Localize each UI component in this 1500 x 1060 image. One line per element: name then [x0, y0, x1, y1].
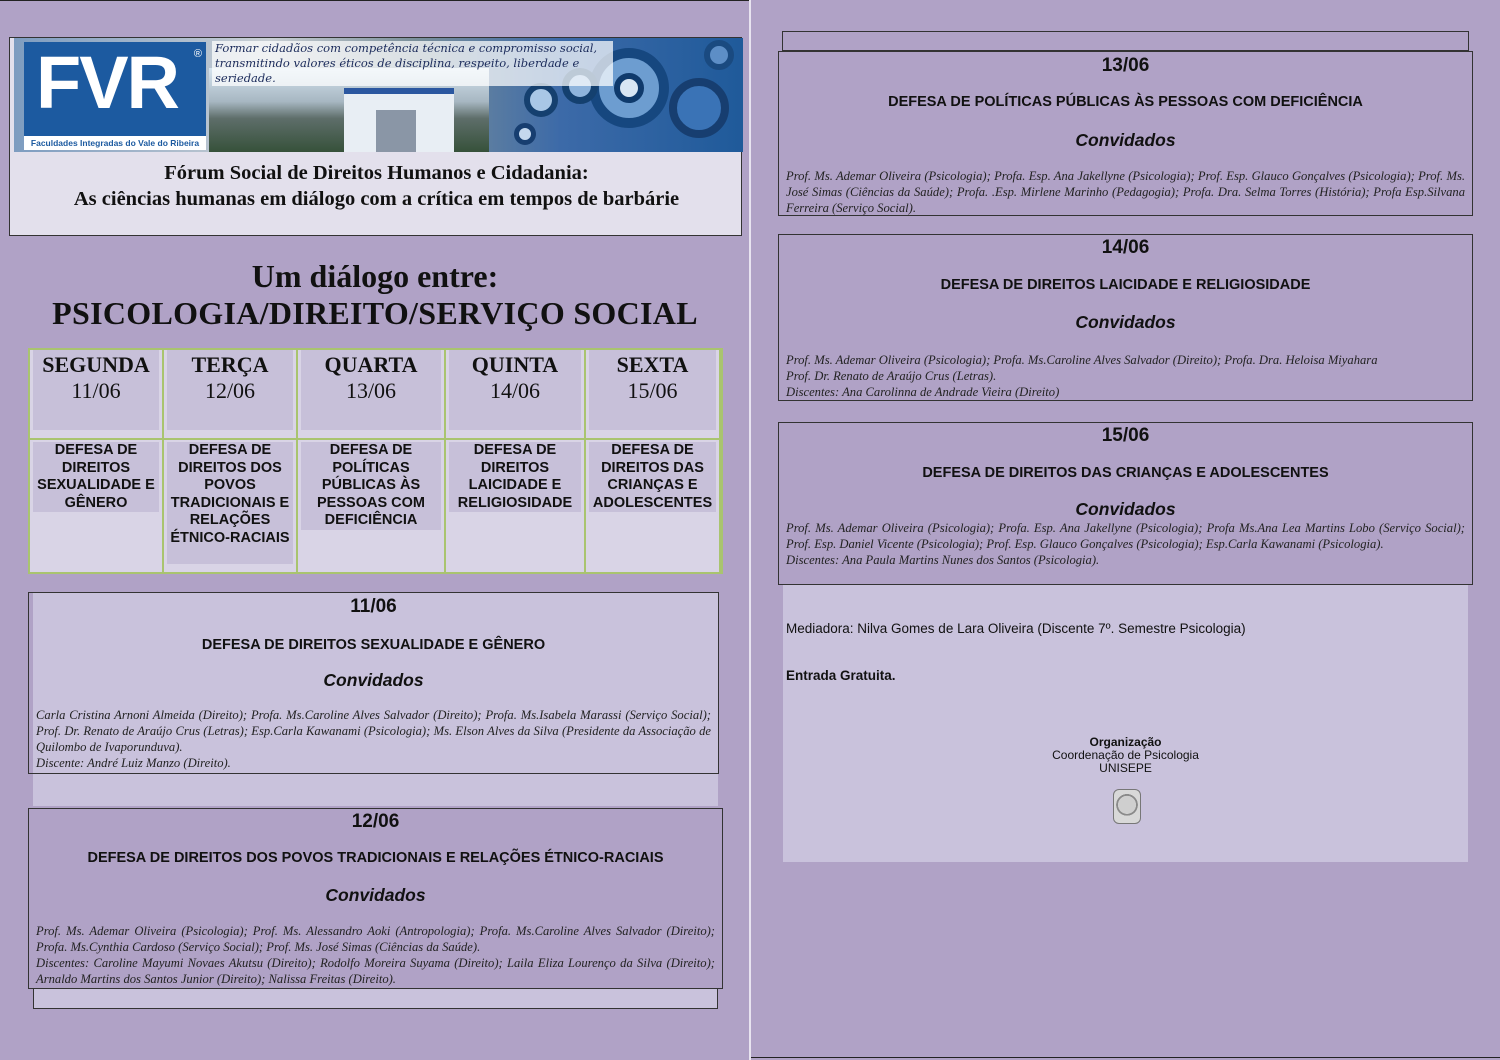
- event-box-tail: [33, 989, 718, 1009]
- campus-entrance: [376, 110, 416, 152]
- schedule-column-friday: [586, 350, 721, 572]
- slogan-line-1: Formar cidadãos com competência técnica e compromisso social,: [215, 41, 598, 55]
- event-date: 13/06: [1101, 55, 1150, 76]
- table-row-divider: [30, 438, 721, 440]
- bottom-rule: [751, 1057, 1500, 1058]
- logo-subtitle: Faculdades Integradas do Vale do Ribeira: [24, 136, 206, 150]
- day-header: [33, 350, 159, 430]
- students-text: Discentes: Ana Paula Martins Nunes dos Santos (Psicologia).: [786, 553, 1100, 567]
- schedule-column-monday: [30, 350, 164, 572]
- guests-text: Prof. Ms. Ademar Oliveira (Psicologia); Profa. Esp. Ana Jakellyne (Psicologia); Prof. Esp. Glauco Gonçalves (Psicologia); Prof. Ms. José Simas (Ciências da Saúde); Profa. .Esp. Mirlene Marinho (Pedagogia); Profa. Dra. Selma Torres (História); Profa Esp.Silvana Ferreira (Serviço Social).: [786, 169, 1465, 215]
- students-text: Discentes: Caroline Mayumi Novaes Akutsu (Direito); Rodolfo Moreira Suyama (Direito); Laila Eliza Lourenço da Silva (Direito); Arnaldo Martins dos Santos Junior (Direito); Nalissa Freitas (Direito).: [36, 956, 715, 986]
- header-box: [9, 37, 742, 236]
- event-box-1206: [28, 808, 723, 989]
- event-guests-heading: Convidados: [323, 670, 424, 690]
- logo-text: FVR: [36, 41, 178, 124]
- event-title: DEFESA DE DIREITOS LAICIDADE E RELIGIOSIDADE: [940, 277, 1311, 293]
- top-rule: [0, 0, 750, 1]
- event-title: DEFESA DE POLÍTICAS PÚBLICAS ÀS PESSOAS COM DEFICIÊNCIA: [888, 94, 1363, 110]
- organization-label: Organização: [1089, 735, 1162, 749]
- main-title: [0, 258, 750, 332]
- event-box-1406: [778, 234, 1473, 401]
- event-guests-list: [36, 923, 715, 987]
- header-banner: [14, 38, 743, 152]
- organization-line-1: Coordenação de Psicologia: [1052, 748, 1199, 762]
- event-date: 14/06: [1101, 237, 1150, 258]
- forum-title: [10, 160, 743, 212]
- institution-slogan: [212, 41, 613, 86]
- organization-line-2: UNISEPE: [1099, 761, 1152, 775]
- main-title-line-1: Um diálogo entre:: [251, 258, 499, 294]
- event-guests-list: [36, 707, 711, 771]
- event-date: 11/06: [350, 596, 397, 617]
- day-topic: DEFESA DE DIREITOS LAICIDADE E RELIGIOSIDADE: [449, 442, 581, 512]
- unisepe-seal-icon: [1113, 789, 1141, 824]
- fvr-logo: [24, 42, 206, 150]
- forum-title-line-1: Fórum Social de Direitos Humanos e Cidadania:: [164, 162, 589, 184]
- schedule-column-wednesday: [298, 350, 446, 572]
- event-guests-heading: Convidados: [1075, 130, 1176, 150]
- day-date: 12/06: [204, 378, 256, 403]
- day-header: [301, 350, 441, 430]
- event-title: DEFESA DE DIREITOS SEXUALIDADE E GÊNERO: [201, 637, 546, 653]
- schedule-table: [28, 348, 723, 574]
- free-entry-text: Entrada Gratuita.: [786, 668, 896, 683]
- forum-title-line-2: As ciências humanas em diálogo com a crítica em tempos de barbárie: [73, 188, 680, 210]
- day-topic: DEFESA DE DIREITOS SEXUALIDADE E GÊNERO: [33, 442, 159, 512]
- registered-mark: ®: [193, 48, 202, 60]
- students-text: Discente: André Luiz Manzo (Direito).: [36, 756, 231, 770]
- day-topic: DEFESA DE DIREITOS DOS POVOS TRADICIONAIS E RELAÇÕES ÉTNICO-RACIAIS: [167, 442, 293, 564]
- day-date: 15/06: [627, 378, 678, 403]
- day-header: [167, 350, 293, 430]
- organization-block: [783, 736, 1468, 775]
- event-box-1506: [778, 422, 1473, 585]
- day-name: QUINTA: [471, 352, 559, 377]
- event-guests-list: [786, 168, 1465, 216]
- day-date: 11/06: [71, 378, 121, 403]
- guests-text-2: Prof. Dr. Renato de Araújo Crus (Letras).: [786, 369, 997, 383]
- day-header: [449, 350, 581, 430]
- event-guests-heading: Convidados: [1075, 312, 1176, 332]
- slogan-line-2: transmitindo valores éticos de disciplina, respeito, liberdade e seriedade.: [215, 56, 580, 85]
- event-date: 12/06: [351, 811, 400, 832]
- mediator-text: Mediadora: Nilva Gomes de Lara Oliveira (Discente 7º. Semestre Psicologia): [786, 621, 1246, 636]
- day-name: SEGUNDA: [42, 352, 150, 377]
- day-date: 14/06: [489, 378, 541, 403]
- event-guests-list: [786, 520, 1465, 568]
- event-box-1106: [28, 592, 719, 774]
- day-topic: DEFESA DE POLÍTICAS PÚBLICAS ÀS PESSOAS COM DEFICIÊNCIA: [301, 442, 441, 530]
- event-guests-list: [786, 352, 1465, 400]
- guests-text: Prof. Ms. Ademar Oliveira (Psicologia); Prof. Ms. Alessandro Aoki (Antropologia); Profa. Ms.Caroline Alves Salvador (Direito); Profa. Ms.Cynthia Cardoso (Serviço Social); Prof. Ms. José Simas (Ciências da Saúde).: [36, 924, 715, 954]
- main-title-line-2: PSICOLOGIA/DIREITO/SERVIÇO SOCIAL: [52, 295, 698, 331]
- guests-text: Prof. Ms. Ademar Oliveira (Psicologia); Profa. Ms.Caroline Alves Salvador (Direito); Profa. Dra. Heloisa Miyahara: [786, 353, 1378, 367]
- page-divider: [749, 0, 751, 1060]
- event-title: DEFESA DE DIREITOS DOS POVOS TRADICIONAIS E RELAÇÕES ÉTNICO-RACIAIS: [87, 850, 664, 866]
- students-text: Discentes: Ana Carolinna de Andrade Vieira (Direito): [786, 385, 1060, 399]
- guests-text: Carla Cristina Arnoni Almeida (Direito); Profa. Ms.Caroline Alves Salvador (Direito); Profa. Ms.Isabela Marassi (Serviço Social); Prof. Dr. Renato de Araújo Crus (Letras); Esp.Carla Kawanami (Psicologia); Ms. Elson Alves da Silva (Presidente da Associação de Quilombo de Ivaporunduva).: [36, 708, 711, 754]
- day-name: SEXTA: [616, 352, 689, 377]
- day-name: QUARTA: [324, 352, 418, 377]
- event-guests-heading: Convidados: [1075, 499, 1176, 519]
- event-title: DEFESA DE DIREITOS DAS CRIANÇAS E ADOLESCENTES: [922, 465, 1329, 481]
- event-date: 15/06: [1101, 425, 1150, 446]
- schedule-column-tuesday: [164, 350, 298, 572]
- day-header: [589, 350, 716, 430]
- schedule-column-thursday: [446, 350, 586, 572]
- guests-text: Prof. Ms. Ademar Oliveira (Psicologia); Profa. Esp. Ana Jakellyne (Psicologia); Profa Ms.Ana Lea Martins Lobo (Serviço Social); Prof. Esp. Daniel Vicente (Psicologia); Prof. Esp. Glauco Gonçalves (Psicologia); Esp.Carla Kawanami (Psicologia).: [786, 521, 1465, 551]
- event-guests-heading: Convidados: [325, 885, 426, 905]
- day-date: 13/06: [345, 378, 397, 403]
- event-box-1306: [778, 51, 1473, 216]
- day-name: TERÇA: [191, 352, 269, 377]
- top-empty-box: [782, 31, 1469, 51]
- day-topic: DEFESA DE DIREITOS DAS CRIANÇAS E ADOLESCENTES: [589, 442, 716, 512]
